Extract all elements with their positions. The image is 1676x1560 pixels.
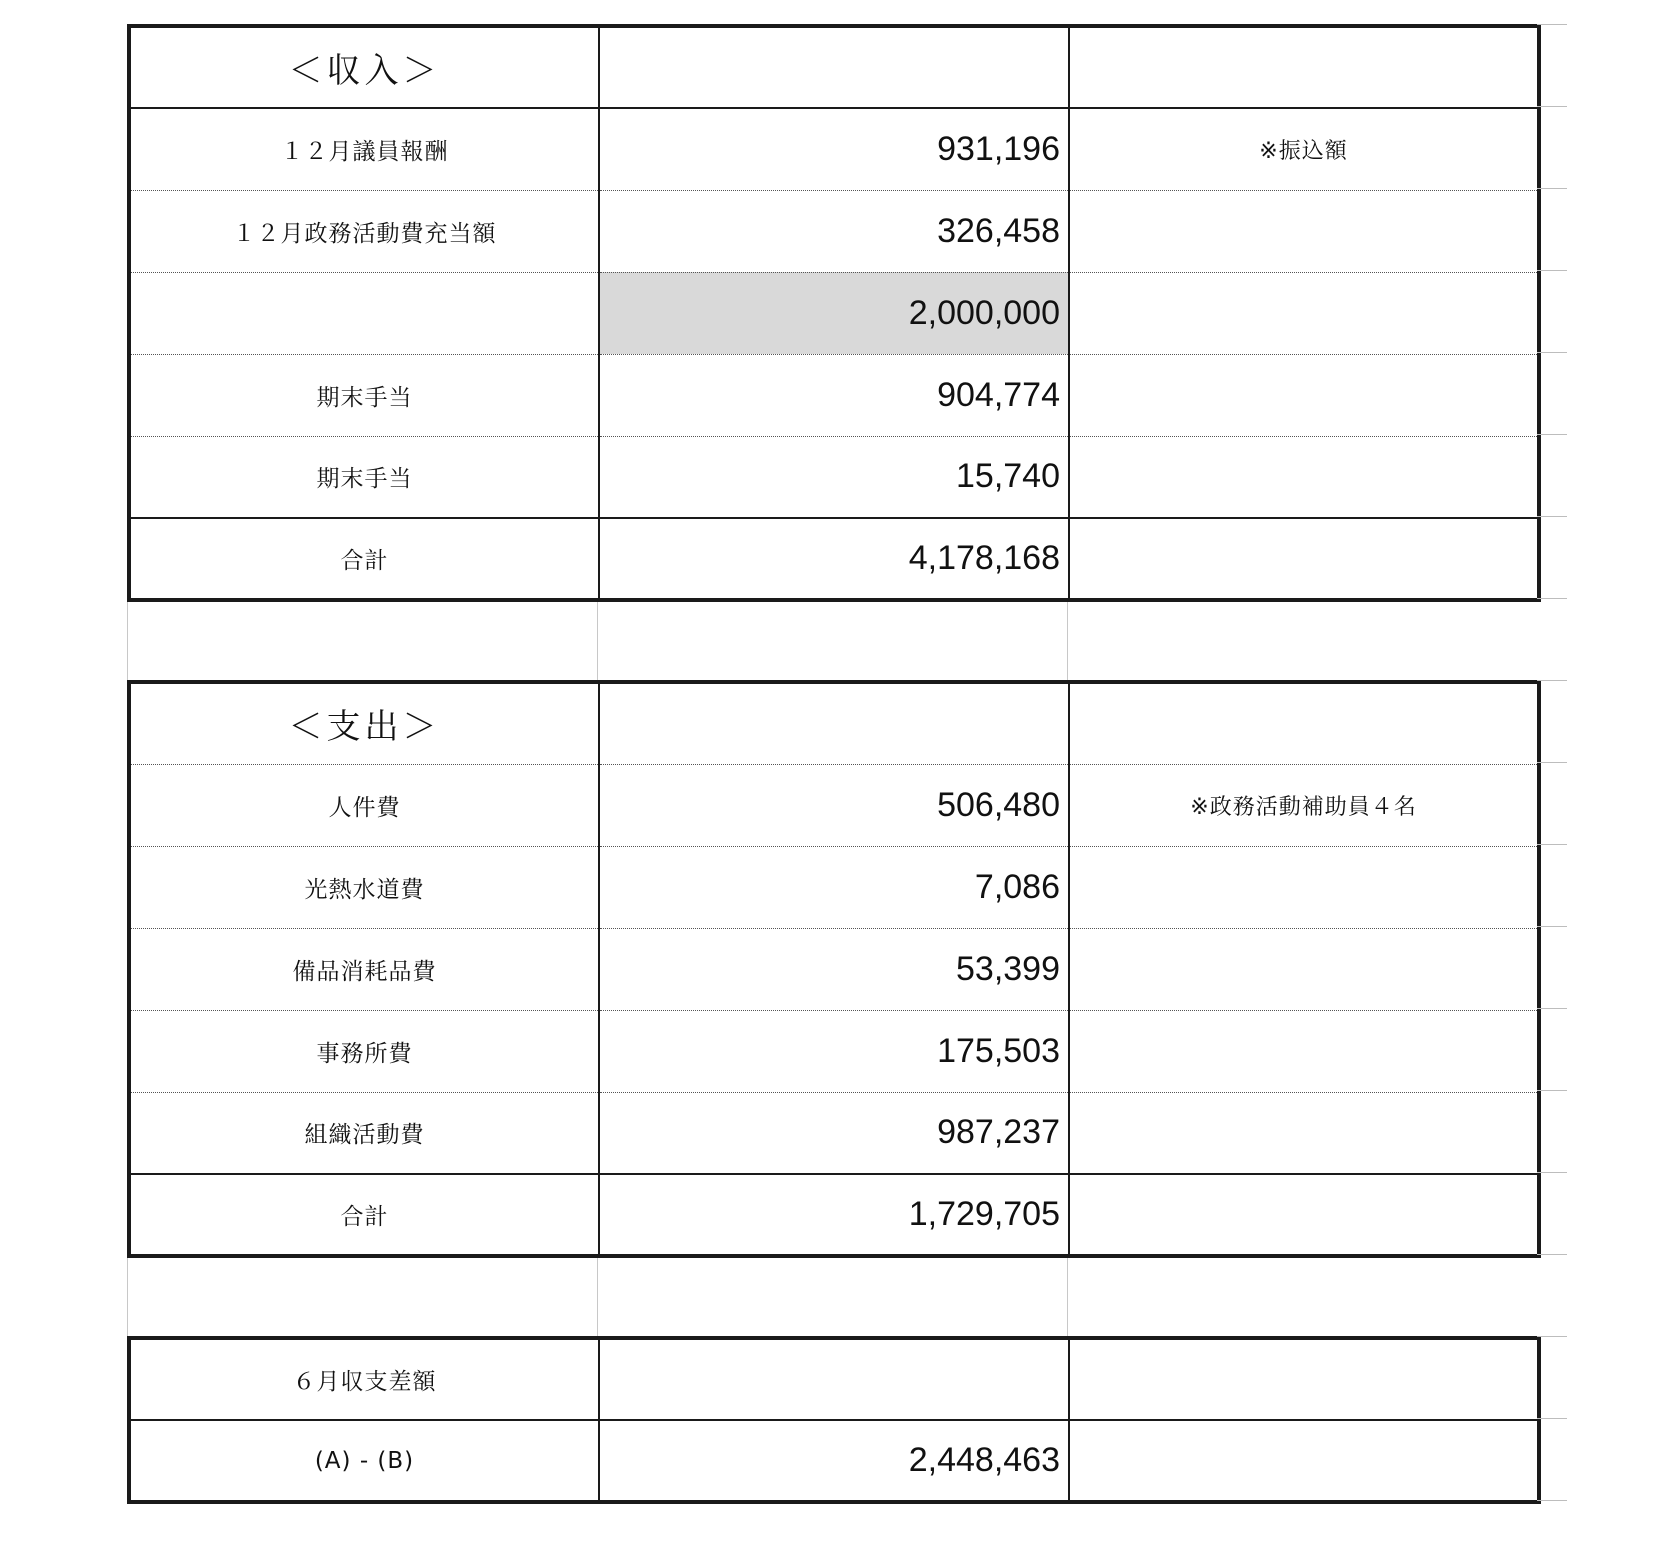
- gridline: [1537, 1008, 1567, 1009]
- expense-row: [129, 1010, 1539, 1092]
- expense-row: [129, 764, 1539, 846]
- income-row: [129, 436, 1539, 518]
- gridline: [1537, 516, 1567, 517]
- empty-cell: [599, 682, 1069, 764]
- income-total-label: 合計: [129, 518, 599, 600]
- gridline: [1537, 270, 1567, 271]
- gridline: [1537, 680, 1567, 681]
- gridline: [1537, 188, 1567, 189]
- expense-note: [1069, 846, 1539, 928]
- expense-row: [129, 928, 1539, 1010]
- gridline: [1537, 844, 1567, 845]
- gridline: [1537, 1500, 1567, 1501]
- income-total-row: [129, 518, 1539, 600]
- gridline: [1537, 1090, 1567, 1091]
- income-row: [129, 354, 1539, 436]
- gridline: [1537, 926, 1567, 927]
- gridline: [1537, 434, 1567, 435]
- income-note: [1069, 190, 1539, 272]
- income-label: １２月政務活動費充当額: [129, 190, 599, 272]
- gridline: [1067, 1258, 1068, 1336]
- income-row: [129, 190, 1539, 272]
- income-row: [129, 108, 1539, 190]
- expense-amount: 987,237: [599, 1092, 1069, 1174]
- gridline: [1067, 602, 1068, 680]
- spacer-row: [127, 602, 1537, 680]
- income-label: 期末手当: [129, 354, 599, 436]
- expense-label: 備品消耗品費: [129, 928, 599, 1010]
- income-total-amount: 4,178,168: [599, 518, 1069, 600]
- income-heading: ＜収入＞: [129, 26, 599, 108]
- gridline: [1537, 762, 1567, 763]
- empty-cell: [599, 1338, 1069, 1420]
- gridline: [597, 602, 598, 680]
- income-amount-highlighted: 2,000,000: [599, 272, 1069, 354]
- gridline: [1537, 1172, 1567, 1173]
- expense-note: [1069, 1092, 1539, 1174]
- gridline: [1537, 106, 1567, 107]
- expense-table: [127, 680, 1541, 1258]
- expense-total-row: [129, 1174, 1539, 1256]
- income-note: [1069, 354, 1539, 436]
- expense-amount: 506,480: [599, 764, 1069, 846]
- expense-label: 事務所費: [129, 1010, 599, 1092]
- expense-row: [129, 846, 1539, 928]
- expense-note: [1069, 928, 1539, 1010]
- gridline: [1537, 1418, 1567, 1419]
- expense-note: [1069, 1010, 1539, 1092]
- empty-cell: [1069, 1338, 1539, 1420]
- financial-sheet: [127, 24, 1567, 1504]
- expense-amount: 7,086: [599, 846, 1069, 928]
- income-label: [129, 272, 599, 354]
- empty-cell: [1069, 1420, 1539, 1502]
- empty-cell: [599, 26, 1069, 108]
- income-amount: 931,196: [599, 108, 1069, 190]
- empty-cell: [1069, 26, 1539, 108]
- expense-heading: ＜支出＞: [129, 682, 599, 764]
- balance-label: ６月収支差額: [129, 1338, 599, 1420]
- balance-value-row: [129, 1420, 1539, 1502]
- income-label: 期末手当: [129, 436, 599, 518]
- gridline: [597, 1258, 598, 1336]
- gridline: [127, 602, 128, 680]
- gridline: [1537, 598, 1567, 599]
- balance-formula: (A) - (B): [129, 1420, 599, 1502]
- gridline: [127, 1258, 128, 1336]
- income-amount: 904,774: [599, 354, 1069, 436]
- expense-amount: 53,399: [599, 928, 1069, 1010]
- expense-label: 光熱水道費: [129, 846, 599, 928]
- balance-section: [127, 1336, 1537, 1504]
- expense-amount: 175,503: [599, 1010, 1069, 1092]
- balance-table: [127, 1336, 1541, 1504]
- income-note: ※振込額: [1069, 108, 1539, 190]
- gridline: [1537, 352, 1567, 353]
- expense-note: ※政務活動補助員４名: [1069, 764, 1539, 846]
- expense-label: 人件費: [129, 764, 599, 846]
- expense-section: [127, 680, 1537, 1258]
- income-row: [129, 272, 1539, 354]
- expense-total-amount: 1,729,705: [599, 1174, 1069, 1256]
- income-heading-row: [129, 26, 1539, 108]
- expense-row: [129, 1092, 1539, 1174]
- gridline: [1537, 1336, 1567, 1337]
- empty-cell: [1069, 682, 1539, 764]
- expense-total-label: 合計: [129, 1174, 599, 1256]
- income-note: [1069, 272, 1539, 354]
- income-note: [1069, 436, 1539, 518]
- gridline: [1537, 1254, 1567, 1255]
- balance-heading-row: [129, 1338, 1539, 1420]
- empty-cell: [1069, 1174, 1539, 1256]
- income-section: [127, 24, 1537, 602]
- gridline: [1537, 24, 1567, 25]
- income-amount: 326,458: [599, 190, 1069, 272]
- spacer-row: [127, 1258, 1537, 1336]
- expense-label: 組織活動費: [129, 1092, 599, 1174]
- expense-heading-row: [129, 682, 1539, 764]
- income-label: １２月議員報酬: [129, 108, 599, 190]
- balance-amount: 2,448,463: [599, 1420, 1069, 1502]
- income-amount: 15,740: [599, 436, 1069, 518]
- income-table: [127, 24, 1541, 602]
- empty-cell: [1069, 518, 1539, 600]
